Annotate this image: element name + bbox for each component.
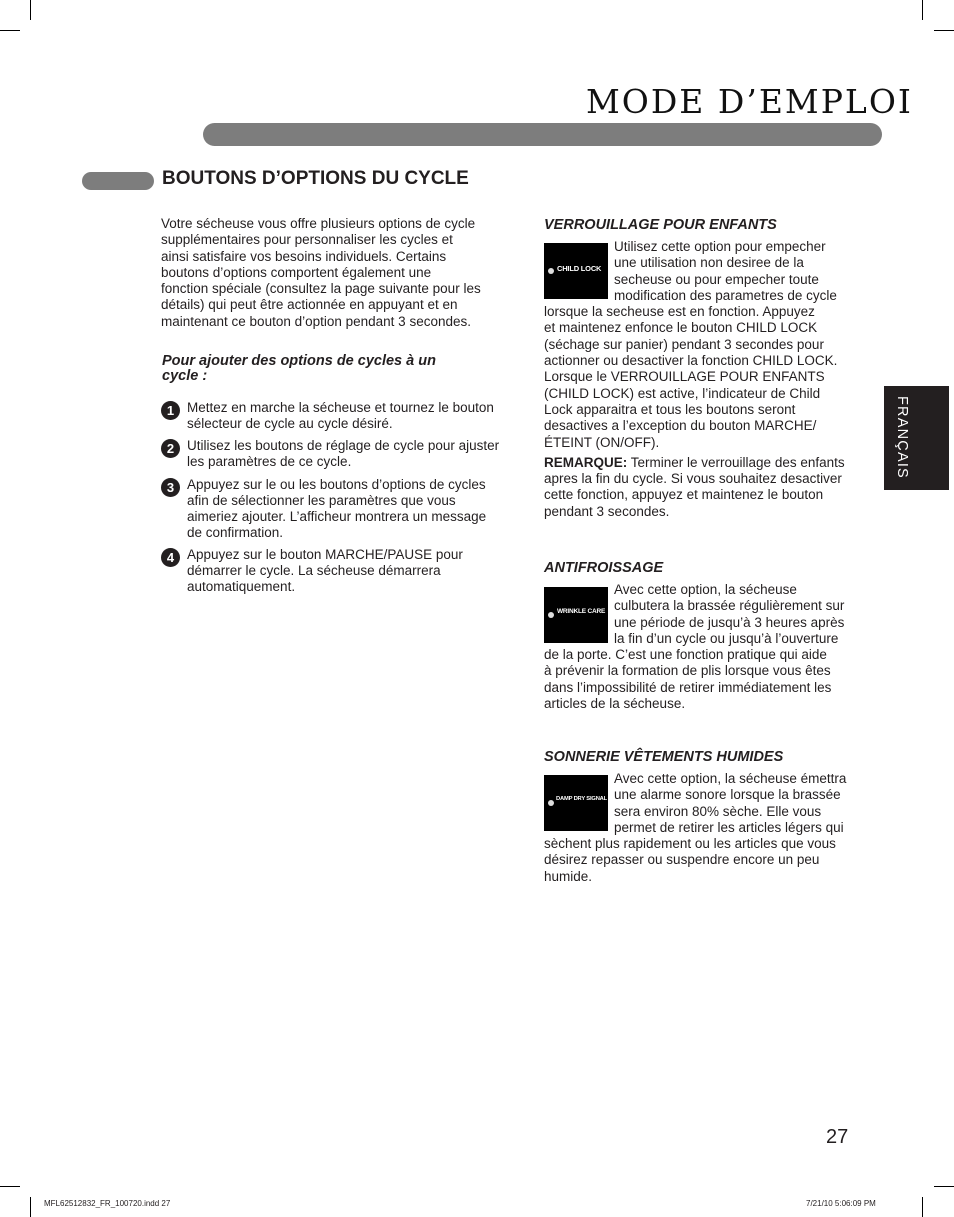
text-line: Utilisez cette option pour empecher [614, 239, 826, 254]
text-line: Avec cette option, la sécheuse émettra [614, 771, 847, 786]
text-line: désirez repasser ou suspendre encore un peu [544, 852, 820, 868]
crop-mark [0, 30, 20, 31]
text-line: Avec cette option, la sécheuse [614, 582, 797, 597]
section-heading: BOUTONS D’OPTIONS DU CYCLE [162, 168, 469, 189]
wrinkle-heading: ANTIFROISSAGE [544, 560, 664, 576]
steps-subheading: Pour ajouter des options de cycles à un cycle : [162, 353, 436, 384]
step-text: Utilisez les boutons de réglage de cycle pour ajuster les paramètres de ce cycle. [187, 438, 500, 469]
page-title: MODE D’EMPLOI [586, 82, 913, 121]
damp-dry-button-label: DAMP DRY SIGNAL [556, 796, 608, 802]
text-line: à prévenir la formation de plis lorsque vous êtes [544, 663, 831, 679]
step-text: Appuyez sur le bouton MARCHE/PAUSE pour démarrer le cycle. La sécheuse démarrera automatiquement. [187, 547, 463, 594]
footer-file-info: MFL62512832_FR_100720.indd 27 [44, 1199, 171, 1208]
wrinkle-care-button-label: WRINKLE CARE [557, 608, 606, 615]
text-line: de la porte. C’est une fonction pratique qui aide [544, 647, 827, 663]
step-text: Mettez en marche la sécheuse et tournez le bouton sélecteur de cycle au cycle désiré. [187, 400, 494, 431]
crop-mark [922, 0, 923, 20]
text-line: pendant 3 secondes. [544, 503, 670, 519]
section-pill [82, 172, 154, 190]
child-lock-heading: VERROUILLAGE POUR ENFANTS [544, 217, 777, 233]
text-line: Lock apparaitra et tous les boutons seront [544, 401, 796, 417]
text-line: desactives a l’exception du bouton MARCHE/ [544, 418, 817, 434]
child-lock-text [544, 239, 874, 520]
text-line: cette fonction, appuyez et maintenez le bouton [544, 487, 824, 503]
text-line: Lorsque le VERROUILLAGE POUR ENFANTS [544, 369, 825, 385]
language-tab-label: FRANÇAIS [894, 396, 910, 479]
text-line: secheuse ou pour empecher toute [614, 271, 819, 287]
text-line: articles de la sécheuse. [544, 696, 686, 712]
language-tab [884, 386, 949, 490]
text-line: apres la fin du cycle. Si vous souhaitez desactiver [544, 471, 842, 487]
crop-mark [922, 1197, 923, 1217]
step-text: Appuyez sur le ou les boutons d’options de cycles afin de sélectionner les paramètres que vous aimeriez ajouter. L’afficheur montrera un message de confirmation. [187, 477, 487, 540]
note-text: Terminer le verrouillage des enfants [627, 454, 845, 470]
text-line: ÉTEINT (ON/OFF). [544, 434, 660, 450]
text-line: sera environ 80% sèche. Elle vous [614, 803, 822, 819]
crop-mark [30, 0, 31, 20]
text-line: (CHILD LOCK) est active, l’indicateur de Child [544, 385, 821, 401]
intro-paragraph: Votre sécheuse vous offre plusieurs options de cycle supplémentaires pour personnaliser les cycles et ainsi satisfaire vos besoins individuels. Certains boutons d’options comportent également une fonction spéciale (consultez la page suivante pour les détails) qui peut être actionnée en appuyant et en maintenant ce bouton d’option pendant 3 secondes. [161, 216, 481, 329]
text-line: sèchent plus rapidement ou les articles que vous [544, 836, 836, 852]
crop-mark [30, 1197, 31, 1217]
header-bar [203, 123, 882, 146]
note-first-line [544, 455, 874, 471]
step-number: 1 [161, 401, 180, 420]
text-line: une période de jusqu’à 3 heures après [614, 614, 845, 630]
step-number: 3 [161, 478, 180, 497]
note-label: REMARQUE: [544, 454, 628, 470]
step-number: 4 [161, 548, 180, 567]
text-line: et maintenez enfonce le bouton CHILD LOCK [544, 320, 818, 336]
crop-mark [934, 1186, 954, 1187]
crop-mark [934, 30, 954, 31]
text-line: une utilisation non desiree de la [614, 255, 804, 271]
text-line: modification des parametres de cycle [614, 287, 837, 303]
child-lock-button-label: CHILD LOCK [557, 264, 602, 273]
text-line: permet de retirer les articles légers qui [614, 819, 844, 835]
step-number: 2 [161, 439, 180, 458]
damp-text [544, 771, 874, 885]
crop-mark [0, 1186, 20, 1187]
text-line: (séchage sur panier) pendant 3 secondes pour [544, 336, 824, 352]
text-line: la fin d’un cycle ou jusqu’à l’ouverture [614, 630, 839, 646]
text-line: culbutera la brassée régulièrement sur [614, 598, 845, 614]
wrinkle-text [544, 582, 874, 712]
text-line: dans l’impossibilité de retirer immédiatement les [544, 679, 832, 695]
damp-heading: SONNERIE VÊTEMENTS HUMIDES [544, 749, 784, 765]
text-line: actionner ou desactiver la fonction CHILD LOCK. [544, 353, 838, 369]
text-line: lorsque la secheuse est en fonction. Appuyez [544, 304, 815, 320]
footer-timestamp: 7/21/10 5:06:09 PM [806, 1199, 876, 1208]
text-line: une alarme sonore lorsque la brassée [614, 787, 841, 803]
page-number: 27 [826, 1126, 849, 1148]
text-line: humide. [544, 868, 593, 884]
